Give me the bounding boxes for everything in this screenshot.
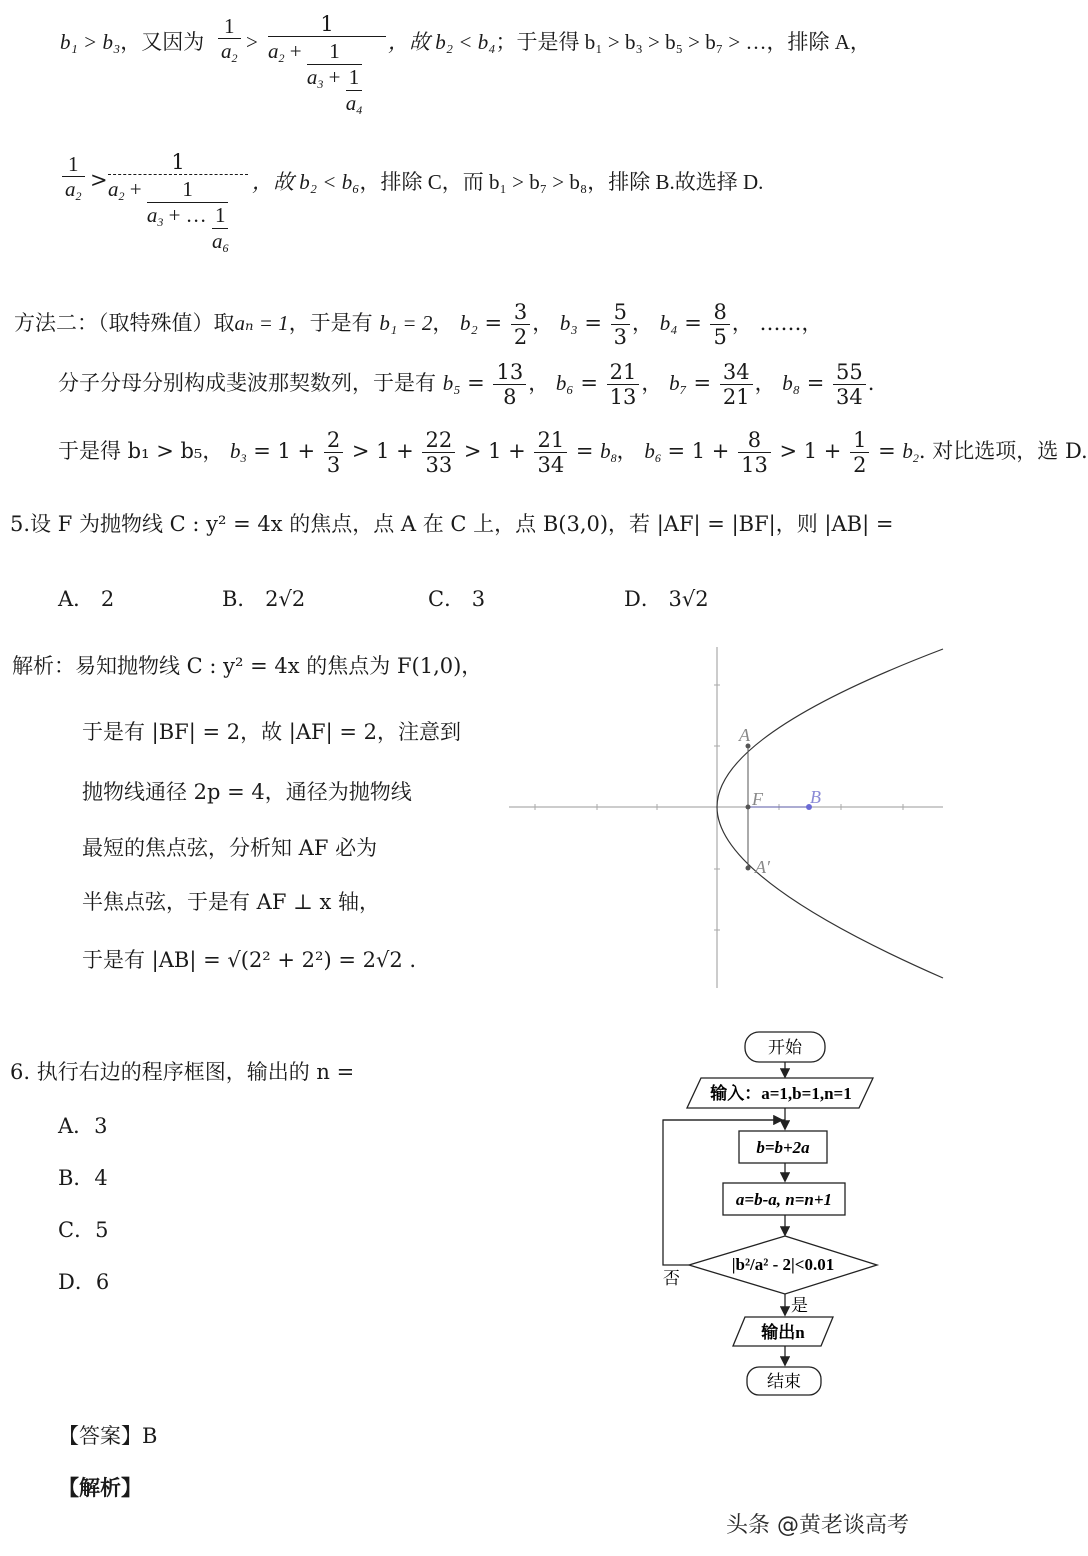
answer: 【答案】B <box>58 1424 158 1448</box>
parabola-curve <box>717 649 943 978</box>
label-B: B <box>810 787 821 807</box>
q6-option-c: C．5 <box>58 1218 109 1242</box>
fc-end-label: 结束 <box>767 1372 801 1391</box>
m1-frac-1-over-a2: $\frac{1}{a_2}$ <box>216 14 243 66</box>
m2-line1: 方法二：（取特殊值）取aₙ = 1，于是有 b₁ = 2， b₂ = $\frac{3}{2}$ ， b₃ = $\frac{5}{3}$ ， b₄ = $\frac{8}{5}$ ， ……， <box>14 300 823 350</box>
m1-gt-sign: > <box>246 30 258 54</box>
q5-analysis-4: 半焦点弦，于是有 AF ⊥ x 轴， <box>82 890 381 914</box>
fc-no-label: 否 <box>663 1269 680 1288</box>
fc-start-label: 开始 <box>768 1038 802 1057</box>
q5-analysis-0: 解析：易知抛物线 C : y² = 4x 的焦点为 F(1,0)， <box>12 654 483 678</box>
fc-step2-label: a=b-a, n=n+1 <box>735 1190 833 1209</box>
q5-analysis-5: 于是有 |AB| = √(2² + 2²) = 2√2 . <box>82 948 417 972</box>
flowchart <box>655 1028 895 1400</box>
q5-analysis-2: 抛物线通径 2p = 4，通径为抛物线 <box>82 780 412 804</box>
q6-option-b: B．4 <box>58 1166 108 1190</box>
q5-analysis-3: 最短的焦点弦，分析知 AF 必为 <box>82 836 378 860</box>
q6-option-d: D．6 <box>58 1270 110 1294</box>
q6-stem: 6. 执行右边的程序框图，输出的 n = <box>10 1060 355 1084</box>
fc-yes-label: 是 <box>791 1296 808 1315</box>
parabola-graph <box>505 645 945 990</box>
fc-step1-label: b=b+2a <box>756 1138 810 1157</box>
m1-line2-b: ，故 b₂ < b₆，排除 C，而 b₁ > b₇ > b₈，排除 B.故选择 D. <box>252 170 764 194</box>
label-F: F <box>752 789 763 809</box>
q5-analysis-1: 于是有 |BF| = 2，故 |AF| = 2，注意到 <box>82 720 462 744</box>
q5-stem: 5.设 F 为抛物线 C : y² = 4x 的焦点，点 A 在 C 上，点 B(3,0)，若 |AF| = |BF|，则 |AB| = <box>10 512 894 536</box>
m1-line1-a: b₁ > b₃，又因为 <box>60 30 205 54</box>
q5-option-d: D． 3√2 <box>624 587 709 611</box>
m2-line2: 分子分母分别构成斐波那契数列，于是有 b₅ = $\frac{13}{8}$ ， b₆ = $\frac{21}{13}$ ， b₇ = $\frac{34}{21}$ ， b₈ = $\frac{55}{34}$ . <box>58 360 875 410</box>
point-A2 <box>746 866 751 871</box>
q5-option-c: C． 3 <box>428 587 486 611</box>
m2-line3: 于是得 b₁ > b₅， $b_3 = 1$ + $\frac{2}{3}$ > 1 + $\frac{22}{33}$ > 1 + $\frac{21}{34}$ = $b_8$， $b_6 = 1$ + $\frac{8}{13}$ > 1 + $\frac{1}{2}$ = $b_2$. 对比选项，选 D. <box>58 428 1088 478</box>
m1-continued-fraction-1: 1 $a_2$ + 1 $a_3$ + $\frac{1}{a_4}$ <box>268 12 386 118</box>
m1-frac-1-over-a2-b: $\frac{1}{a_2}$ <box>60 152 87 204</box>
q5-option-b: B． 2√2 <box>222 587 306 611</box>
label-A2: A′ <box>755 857 770 877</box>
m1-continued-fraction-2: 1 $a_2$ + 1 $a_3$ + … $\frac{1}{a_6}$ <box>108 150 248 256</box>
fc-cond-label: |b²/a² - 2|<0.01 <box>731 1255 835 1274</box>
label-A: A <box>739 725 750 745</box>
m1-gt-sign-2: > <box>90 168 108 192</box>
watermark: 头条 @黄老谈高考 <box>726 1513 909 1538</box>
fc-input-label: 输入：a=1,b=1,n=1 <box>710 1084 852 1103</box>
fc-output-label: 输出n <box>761 1323 805 1342</box>
point-F <box>746 805 751 810</box>
q6-option-a: A．3 <box>58 1114 108 1138</box>
q5-option-a: A． 2 <box>58 587 115 611</box>
m1-line1-b: ，故 b₂ < b₄；于是得 b₁ > b₃ > b₅ > b₇ > …，排除 A， <box>388 30 871 54</box>
analysis-heading: 【解析】 <box>58 1475 142 1500</box>
